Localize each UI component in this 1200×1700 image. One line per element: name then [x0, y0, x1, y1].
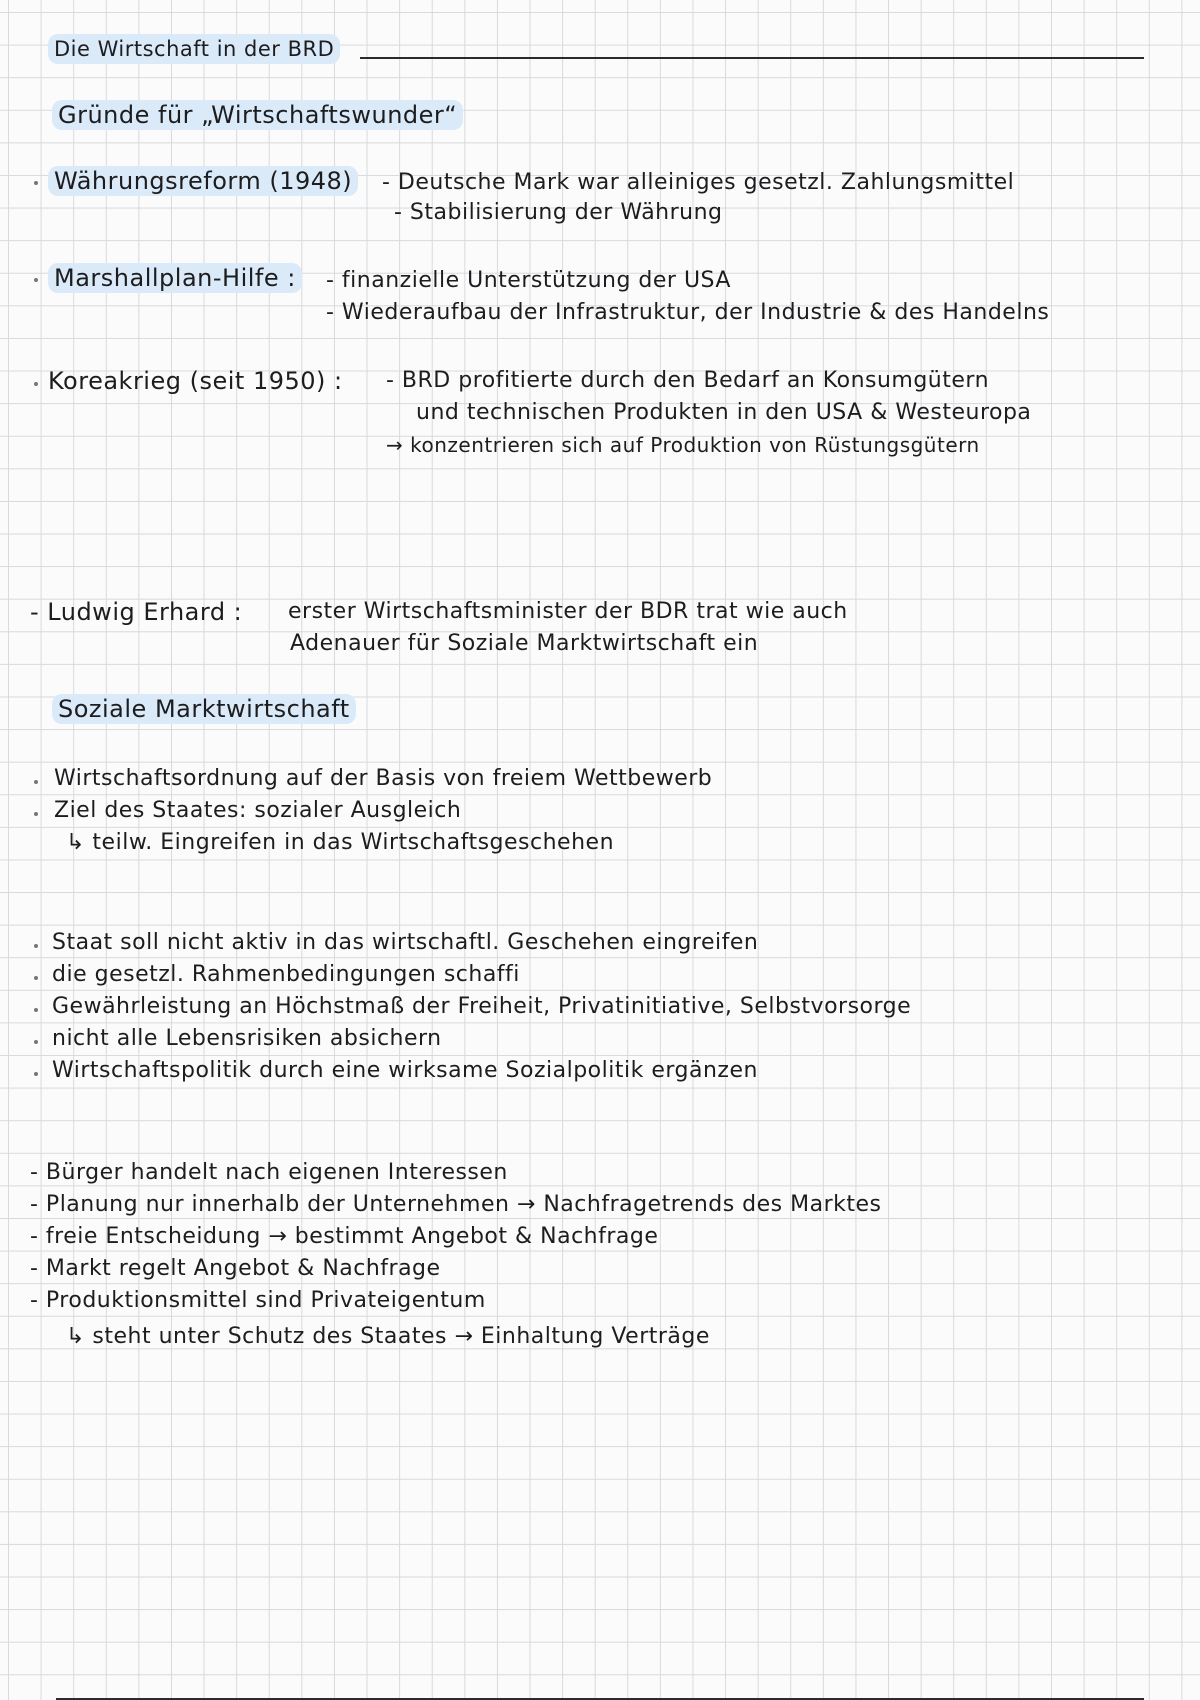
- item-line: und technischen Produkten in den USA & Westeuropa: [416, 400, 1032, 425]
- page-title: Die Wirtschaft in der BRD: [48, 34, 340, 64]
- erhard-line: Adenauer für Soziale Marktwirtschaft ein: [290, 631, 759, 656]
- item-line: - Stabilisierung der Währung: [394, 200, 723, 225]
- dash-point: - Produktionsmittel sind Privateigentum: [30, 1288, 486, 1313]
- dash-point: - Markt regelt Angebot & Nachfrage: [30, 1256, 441, 1281]
- bullet-dot: [34, 278, 38, 282]
- point: Wirtschaftsordnung auf der Basis von freiem Wettbewerb: [54, 766, 713, 791]
- item-label-waehrungsreform: Währungsreform (1948): [48, 166, 358, 196]
- bullet-dot: [34, 976, 38, 980]
- item-line: - finanzielle Unterstützung der USA: [326, 268, 731, 293]
- section-heading-gruende: Gründe für „Wirtschaftswunder“: [52, 100, 463, 130]
- bullet-dot: [34, 382, 38, 386]
- item-label-koreakrieg: Koreakrieg (seit 1950) :: [48, 367, 343, 395]
- bullet-dot: [34, 780, 38, 784]
- dash-point: - Bürger handelt nach eigenen Interessen: [30, 1160, 508, 1185]
- item-line: → konzentrieren sich auf Produktion von Rüstungsgütern: [386, 433, 980, 457]
- point: Wirtschaftspolitik durch eine wirksame Sozialpolitik ergänzen: [52, 1058, 758, 1083]
- sub-point: ↳ steht unter Schutz des Staates → Einhaltung Verträge: [66, 1324, 710, 1349]
- bullet-dot: [34, 1072, 38, 1076]
- bullet-dot: [34, 944, 38, 948]
- point: Ziel des Staates: sozialer Ausgleich: [54, 798, 462, 823]
- bullet-dot: [34, 1008, 38, 1012]
- dash-point: - Planung nur innerhalb der Unternehmen → Nachfragetrends des Marktes: [30, 1192, 882, 1217]
- bullet-dot: [34, 1040, 38, 1044]
- point: Staat soll nicht aktiv in das wirtschaftl. Geschehen eingreifen: [52, 930, 759, 955]
- sub-point: ↳ teilw. Eingreifen in das Wirtschaftsgeschehen: [66, 830, 615, 855]
- point: nicht alle Lebensrisiken absichern: [52, 1026, 442, 1051]
- bullet-dot: [34, 181, 38, 185]
- item-line: - BRD profitierte durch den Bedarf an Konsumgütern: [386, 368, 990, 393]
- point: Gewährleistung an Höchstmaß der Freiheit, Privatinitiative, Selbstvorsorge: [52, 994, 912, 1019]
- erhard-label: - Ludwig Erhard :: [30, 598, 243, 626]
- dash-point: - freie Entscheidung → bestimmt Angebot & Nachfrage: [30, 1224, 659, 1249]
- bullet-dot: [34, 812, 38, 816]
- item-label-marshallplan: Marshallplan-Hilfe :: [48, 263, 302, 293]
- title-rule: [360, 57, 1144, 59]
- item-line: - Wiederaufbau der Infrastruktur, der Industrie & des Handelns: [326, 300, 1050, 325]
- point: die gesetzl. Rahmenbedingungen schaffi: [52, 962, 520, 987]
- section-heading-soziale-marktwirtschaft: Soziale Marktwirtschaft: [52, 694, 356, 724]
- item-line: - Deutsche Mark war alleiniges gesetzl. Zahlungsmittel: [382, 170, 1015, 195]
- erhard-line: erster Wirtschaftsminister der BDR trat wie auch: [288, 599, 848, 624]
